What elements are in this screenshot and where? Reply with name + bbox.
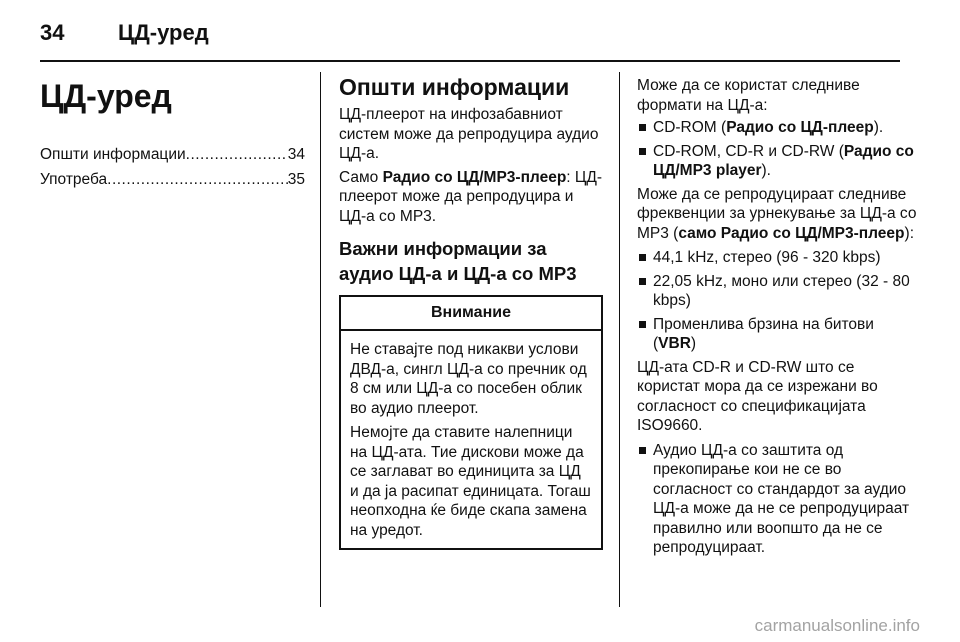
page-header xyxy=(40,12,920,48)
toc-leader-dots xyxy=(107,167,288,192)
running-header-title: ЦД-уред xyxy=(118,20,209,45)
bullet-square-icon xyxy=(639,148,646,155)
formats-list xyxy=(637,118,917,181)
toc-entry-page: 34 xyxy=(287,146,305,163)
formats-intro: Може да се користат следниве формати на ЦД-а: xyxy=(637,77,860,114)
list-item-text: ). xyxy=(761,162,771,179)
list-item xyxy=(637,315,917,354)
toc-entry-page: 35 xyxy=(287,171,305,188)
intro-paragraph: ЦД-плеерот на инфозабавниот систем може да репродуцира аудио ЦД-а. xyxy=(339,106,599,162)
warning-paragraph-2: Немојте да ставите налепници на ЦД-ата. Тие дискови може да се заглават во единицита за ЦД и да ја расипат единицата. Тогаш неопходна ќе биде скапа замена на уредот. xyxy=(350,424,591,539)
list-item-bold: Радио со ЦД-плеер xyxy=(726,119,874,136)
toc-leader-dots xyxy=(186,142,288,167)
list-item-text: CD-ROM, CD-R и CD-RW ( xyxy=(653,142,844,160)
warning-paragraph-1: Не ставајте под никакви услови ДВД-а, сингл ЦД-а со пречник од 8 см или ЦД-а со посебен облик во аудио плеерот. xyxy=(350,341,587,417)
bullet-square-icon xyxy=(639,254,646,261)
toc-entry-label: Општи информации xyxy=(40,146,186,163)
list-item xyxy=(637,142,917,181)
table-of-contents xyxy=(40,142,305,192)
toc-entry-label: Употреба xyxy=(40,171,108,188)
warning-box xyxy=(339,295,603,550)
sample-rate-list xyxy=(637,248,917,354)
sample-rate-bold: само Радио со ЦД/MP3-плеер xyxy=(678,224,905,242)
toc-column xyxy=(40,70,305,192)
list-item-text: ) xyxy=(690,335,697,352)
chapter-title: ЦД-уред xyxy=(40,78,172,114)
warning-heading: Внимание xyxy=(341,297,601,331)
header-rule xyxy=(40,60,900,62)
list-item xyxy=(637,118,917,138)
sample-rate-text: ): xyxy=(904,224,914,242)
sample-rate-paragraph xyxy=(637,185,917,244)
watermark: carmanualsonline.info xyxy=(754,616,920,635)
bullet-square-icon xyxy=(639,447,646,454)
list-item-text: Променлива брзина на битови ( xyxy=(653,315,874,352)
list-item-text: 44,1 kHz, стерео (96 - 320 kbps) xyxy=(653,249,881,266)
subsection-title: Важни информации за аудио ЦД-а и ЦД-а со MP3 xyxy=(339,238,577,284)
page-number: 34 xyxy=(40,20,65,45)
section-title: Општи информации xyxy=(339,74,570,100)
mp3-paragraph-bold: Радио со ЦД/MP3-плеер xyxy=(382,168,567,186)
mp3-paragraph xyxy=(339,168,603,227)
list-item xyxy=(637,272,917,311)
column-divider-right xyxy=(619,72,620,607)
list-item xyxy=(637,248,917,268)
bullet-square-icon xyxy=(639,278,646,285)
toc-entry-usage[interactable] xyxy=(40,167,305,192)
list-item-text: Аудио ЦД-а со заштита од прекопирање кои не се во согласност со стандардот за аудио ЦД-а може да не се репродуцираат правилно или воопшто да не се репродуцираат. xyxy=(653,441,910,556)
iso-paragraph: ЦД-ата CD-R и CD-RW што се користат мора да се изрежани во согласност со спецификацијата ISO9660. xyxy=(637,358,878,434)
list-item-text: 22,05 kHz, моно или стерео (32 - 80 kbps) xyxy=(653,272,910,309)
list-item xyxy=(637,441,917,558)
toc-entry-general-info[interactable] xyxy=(40,142,305,167)
warning-body xyxy=(341,331,601,548)
list-item-text: ). xyxy=(873,119,884,136)
bullet-square-icon xyxy=(639,321,646,328)
formats-column xyxy=(637,70,917,562)
copy-protection-list xyxy=(637,441,917,558)
column-divider-left xyxy=(320,72,321,607)
sample-rate-text: Може да се репродуцираат следниве фреквенции за урнекување за ЦД-а со MP3 ( xyxy=(637,185,917,242)
mp3-paragraph-end: : ЦД-плеерот може да репродуцира и ЦД-а со MP3. xyxy=(339,168,603,225)
mp3-paragraph-start: Само xyxy=(339,168,383,186)
list-item-bold: VBR xyxy=(658,335,691,352)
general-info-column xyxy=(339,70,603,550)
bullet-square-icon xyxy=(639,124,646,131)
list-item-bold: Радио со ЦД/MP3 player xyxy=(653,142,914,179)
list-item-text: CD-ROM ( xyxy=(653,119,727,136)
